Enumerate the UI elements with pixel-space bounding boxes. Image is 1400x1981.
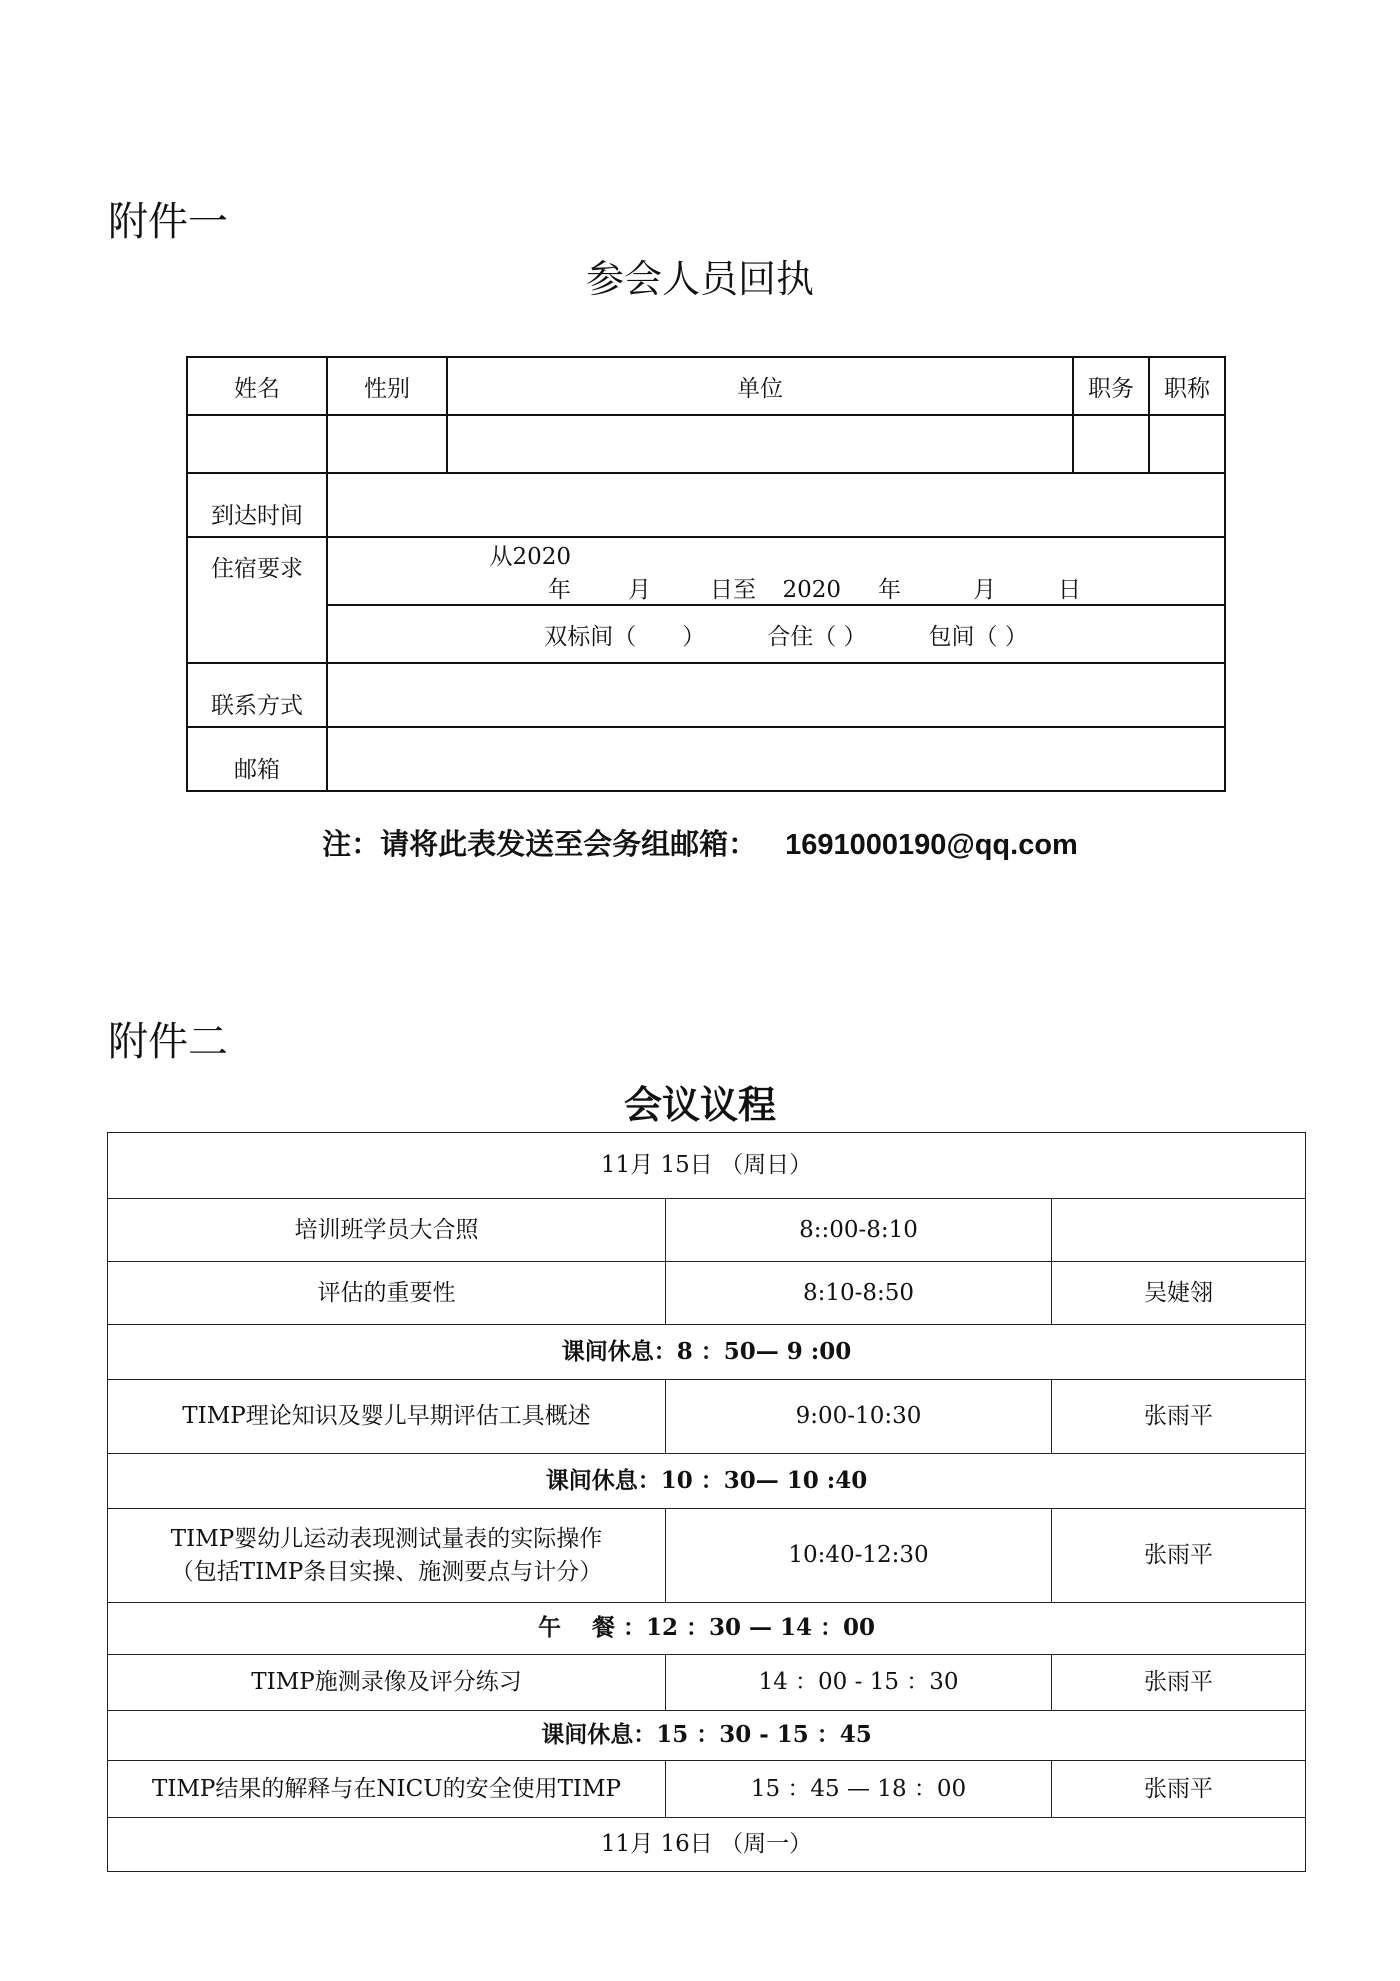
day-header-row <box>108 1133 1306 1199</box>
header-title: 职称 <box>1149 357 1225 415</box>
session-time: 15 ：45 — 18 ：00 <box>666 1761 1052 1818</box>
lodging-date-field[interactable] <box>327 537 1225 605</box>
session-topic-line-1: TIMP婴幼儿运动表现测试量表的实际操作 <box>170 1526 603 1553</box>
break-row <box>108 1711 1306 1761</box>
reply-form-table <box>186 356 1226 792</box>
note-email: 1691000190@qq.com <box>785 829 1078 861</box>
date-part-month2: 月 <box>973 577 996 603</box>
room-options-field <box>327 605 1225 663</box>
date-part-year-label: 年 <box>878 577 901 603</box>
break-three: 课间休息：15 ：30 - 15 ：45 <box>108 1711 1306 1761</box>
session-time: 8:10-8:50 <box>666 1262 1052 1325</box>
form-entry-row <box>187 415 1225 473</box>
attachment-two-heading: 附件二 <box>108 1019 228 1065</box>
agenda-row <box>108 1509 1306 1603</box>
date-part-day-to: 日至 <box>710 577 756 603</box>
day-two-header: 11月 16日 （周一） <box>108 1818 1306 1872</box>
name-field[interactable] <box>187 415 327 473</box>
session-time: 8::00-8:10 <box>666 1199 1052 1262</box>
session-topic: 评估的重要性 <box>108 1262 666 1325</box>
session-speaker: 张雨平 <box>1052 1509 1306 1603</box>
break-one: 课间休息：8 ：50— 9 :00 <box>108 1325 1306 1380</box>
agenda-row <box>108 1262 1306 1325</box>
session-time: 9:00-10:30 <box>666 1380 1052 1454</box>
room-option-shared[interactable]: 合住（ ） <box>767 623 867 650</box>
header-position: 职务 <box>1073 357 1149 415</box>
submission-note <box>0 822 1400 863</box>
session-topic-line-2: （包括TIMP条目实操、施测要点与计分） <box>170 1558 603 1585</box>
email-label: 邮箱 <box>187 727 327 791</box>
session-time: 10:40-12:30 <box>666 1509 1052 1603</box>
session-speaker: 张雨平 <box>1052 1761 1306 1818</box>
email-row <box>187 727 1225 791</box>
session-topic: TIMP结果的解释与在NICU的安全使用TIMP <box>108 1761 666 1818</box>
title-field[interactable] <box>1149 415 1225 473</box>
arrival-label: 到达时间 <box>187 473 327 537</box>
gender-field[interactable] <box>327 415 447 473</box>
room-option-double[interactable]: 双标间（ ） <box>544 623 706 650</box>
attachment-one-heading: 附件一 <box>108 199 228 245</box>
agenda-title: 会议议程 <box>623 1083 776 1127</box>
session-speaker: 张雨平 <box>1052 1380 1306 1454</box>
date-part-day2: 日 <box>1058 577 1081 603</box>
day-one-header: 11月 15日 （周日） <box>108 1133 1306 1199</box>
agenda-row <box>108 1380 1306 1454</box>
date-part-from: 从2020 年 <box>489 544 571 603</box>
session-speaker <box>1052 1199 1306 1262</box>
agenda-row <box>108 1761 1306 1818</box>
note-text: 注：请将此表发送至会务组邮箱： <box>322 827 758 861</box>
day-header-row <box>108 1818 1306 1872</box>
date-part-month: 月 <box>628 577 651 603</box>
session-topic: TIMP施测录像及评分练习 <box>108 1655 666 1711</box>
lunch-break: 午 餐 ：12 ：30 — 14 ：00 <box>108 1603 1306 1655</box>
break-two: 课间休息：10 ：30— 10 :40 <box>108 1454 1306 1509</box>
header-gender: 性别 <box>327 357 447 415</box>
break-row <box>108 1454 1306 1509</box>
lodging-label: 住宿要求 <box>187 537 327 663</box>
session-topic: TIMP理论知识及婴儿早期评估工具概述 <box>108 1380 666 1454</box>
session-topic <box>108 1509 666 1603</box>
break-row <box>108 1603 1306 1655</box>
position-field[interactable] <box>1073 415 1149 473</box>
form-header-row <box>187 357 1225 415</box>
email-field[interactable] <box>327 727 1225 791</box>
session-time: 14 ：00 - 15 ：30 <box>666 1655 1052 1711</box>
room-option-private[interactable]: 包间（ ） <box>928 623 1028 650</box>
lodging-room-row <box>187 605 1225 663</box>
session-topic: 培训班学员大合照 <box>108 1199 666 1262</box>
session-speaker: 张雨平 <box>1052 1655 1306 1711</box>
header-name: 姓名 <box>187 357 327 415</box>
arrival-field[interactable] <box>327 473 1225 537</box>
organization-field[interactable] <box>447 415 1073 473</box>
break-row <box>108 1325 1306 1380</box>
contact-field[interactable] <box>327 663 1225 727</box>
contact-label: 联系方式 <box>187 663 327 727</box>
contact-row <box>187 663 1225 727</box>
reply-form-title: 参会人员回执 <box>585 257 814 301</box>
agenda-row <box>108 1199 1306 1262</box>
date-part-year: 2020 <box>782 577 841 603</box>
session-speaker: 吴婕翎 <box>1052 1262 1306 1325</box>
header-organization: 单位 <box>447 357 1073 415</box>
lodging-date-row <box>187 537 1225 605</box>
arrival-row <box>187 473 1225 537</box>
agenda-row <box>108 1655 1306 1711</box>
agenda-table <box>107 1132 1306 1872</box>
